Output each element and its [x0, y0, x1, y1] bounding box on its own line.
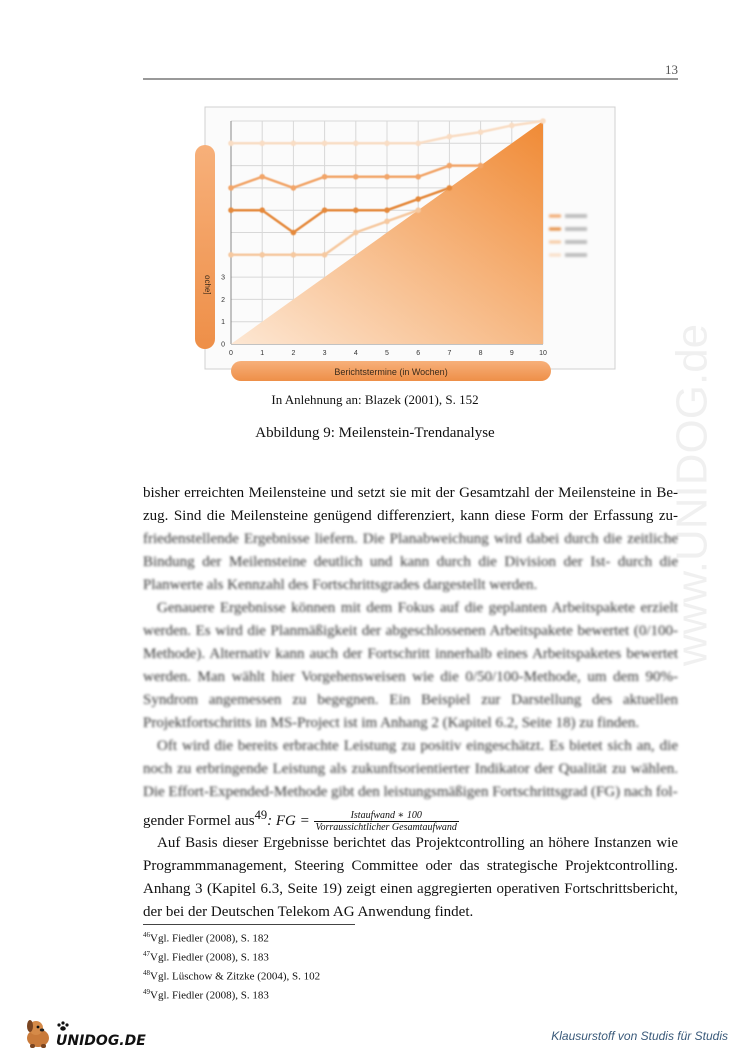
y-tick-label: 2	[221, 296, 225, 304]
series-point	[415, 196, 421, 202]
x-tick-label: 2	[291, 350, 296, 357]
series-point	[291, 141, 297, 147]
x-tick-label: 10	[539, 350, 547, 357]
series-point	[353, 207, 359, 213]
series-point	[322, 207, 328, 213]
y-tick-label: 3	[221, 274, 225, 282]
series-point	[259, 207, 265, 213]
footnote-number: 48	[143, 969, 150, 978]
figure-source: In Anlehnung an: Blazek (2001), S. 152	[271, 392, 479, 407]
series-point	[228, 252, 234, 258]
series-point	[384, 207, 390, 213]
series-point	[384, 219, 390, 225]
series-point	[259, 252, 265, 258]
y-tick-label: 0	[221, 341, 225, 349]
text-line: zug. Sind die Meilensteine genügend differenziert, kann diese Form der Erfassung zu-	[143, 508, 678, 524]
y-axis-label: oche]	[203, 275, 212, 295]
series-point	[228, 207, 234, 213]
series-point	[447, 185, 453, 191]
page-number: 13	[665, 62, 678, 77]
footnote-ref: 49	[254, 808, 268, 822]
paragraph-2: Genauere Ergebnisse können mit dem Fokus auf die geplanten Arbeitspakete erzielt werden. Es wird die Planmäßigkeit der abgeschlossenen Arbeitspakete bewertet (0/100-Methode). Alternativ kann auch der Fortschritt innerhalb eines Arbeitspaketes bewertet werden. Man wählt hier Vorgehensweisen wie die 0/50/100-Methode, um dem 90%-Syndrom angemessen zu begegnen. Ein Beispiel zur Darstellung des aktuellen Projektfortschritts in MS-Project ist im Anhang 2 (Kapitel 6.2, Seite 18) zu finden.	[143, 600, 678, 731]
series-point	[384, 141, 390, 147]
series-point	[291, 252, 297, 258]
series-point	[447, 163, 453, 169]
x-axis-label: Berichtstermine (in Wochen)	[334, 367, 448, 377]
text-line: bisher erreichten Meilensteine und setzt sie mit der Gesamtzahl der Meilensteine in Be-	[143, 485, 678, 501]
legend-label	[565, 253, 587, 257]
formula-numerator: Istaufwand ∗ 100	[314, 810, 459, 822]
paragraph-1	[143, 482, 678, 597]
logo-text: UNIDOG.DE	[56, 1033, 146, 1049]
footnote	[143, 947, 320, 966]
series-point	[322, 141, 328, 147]
series-point	[228, 185, 234, 191]
x-tick-label: 8	[478, 350, 483, 357]
series-point	[415, 207, 421, 213]
series-point	[228, 141, 234, 147]
header-rule	[143, 78, 678, 80]
footnote-number: 46	[143, 931, 150, 939]
series-point	[322, 252, 328, 258]
series-point	[447, 134, 453, 140]
unidog-logo	[22, 1016, 162, 1050]
paw-icon	[57, 1021, 68, 1030]
formula-denominator: Vorraussichtlicher Gesamtaufwand	[315, 822, 457, 834]
paragraph-3	[143, 735, 678, 804]
legend-label	[565, 240, 587, 244]
formula-fraction	[314, 810, 459, 833]
series-point	[540, 118, 546, 124]
series-point	[353, 141, 359, 147]
footnote-text: Vgl. Fiedler (2008), S. 183	[150, 951, 269, 964]
paragraph-4: Auf Basis dieser Ergebnisse berichtet das Projektcontrolling an höhere Instanzen wie Programmmanagement, Steering Committee oder das strategische Projektcontrolling. Anhang 3 (Kapitel 6.3, Seite 19) zeigt einen aggregierten operativen Fortschrittsbericht, der bei der Deutschen Telekom AG Anwendung findet.	[143, 835, 678, 920]
legend-label	[565, 214, 587, 218]
x-tick-label: 7	[447, 350, 452, 357]
footnote	[143, 985, 320, 1004]
formula-lhs: : FG =	[267, 813, 314, 829]
footnote-text: Vgl. Fiedler (2008), S. 182	[150, 932, 269, 945]
series-point	[322, 174, 328, 180]
x-tick-label: 1	[260, 350, 265, 357]
series-point	[415, 174, 421, 180]
x-tick-label: 9	[509, 350, 514, 357]
x-tick-label: 0	[229, 350, 233, 357]
x-tick-label: 6	[416, 350, 421, 357]
y-tick-label: 1	[221, 319, 225, 327]
series-point	[384, 174, 390, 180]
footnote	[143, 966, 320, 985]
series-point	[509, 123, 515, 129]
footnote-number: 49	[143, 988, 150, 997]
footnote-text: Vgl. Fiedler (2008), S. 183	[150, 990, 269, 1003]
legend-label	[565, 227, 587, 231]
series-point	[259, 174, 265, 180]
footnote-number: 47	[143, 950, 150, 959]
watermark	[650, 255, 740, 735]
footnote-text: Vgl. Lüschow & Zitzke (2004), S. 102	[150, 970, 321, 983]
formula-prefix: gender Formel aus	[143, 813, 255, 829]
footnote	[143, 928, 320, 947]
x-tick-label: 3	[322, 350, 327, 357]
series-point	[353, 230, 359, 236]
series-point	[259, 141, 265, 147]
blurred-text: friedenstellende Ergebnisse liefern. Die Planabweichung wird dabei durch die zeitliche Bindung der Meilensteine deutlich und kann durch die Division der Ist- durch die Planwerte als Kennzahl des Fortschrittsgrades dargestellt werden.	[143, 531, 678, 593]
series-point	[478, 163, 484, 169]
milestone-trend-chart	[193, 105, 618, 387]
body-text	[143, 482, 678, 924]
series-point	[478, 129, 484, 135]
series-point	[291, 185, 297, 191]
footer-tagline: Klausurstoff von Studis für Studis	[551, 1029, 728, 1043]
blurred-text: Oft wird die bereits erbrachte Leistung zu positiv eingeschätzt. Es bietet sich an, die noch zu erbringende Leistung als zukunftsorientierter Indikator der Qualität zu wählen. Die Effort-Expended-Methode gibt den leistungsmäßigen Fortschrittsgrad (FG) nach fol-	[143, 738, 678, 800]
dog-icon	[27, 1020, 49, 1048]
footnotes	[143, 928, 320, 1005]
x-tick-label: 5	[385, 350, 389, 357]
y-axis-label-bar	[195, 145, 215, 349]
series-point	[291, 230, 297, 236]
formula-line	[143, 804, 678, 832]
figure-caption: Abbildung 9: Meilenstein-Trendanalyse	[255, 425, 495, 441]
watermark-text: www.UNIDOG.de	[667, 323, 717, 667]
footnote-rule	[143, 924, 355, 925]
x-tick-label: 4	[353, 350, 358, 357]
series-point	[353, 174, 359, 180]
series-point	[415, 141, 421, 147]
